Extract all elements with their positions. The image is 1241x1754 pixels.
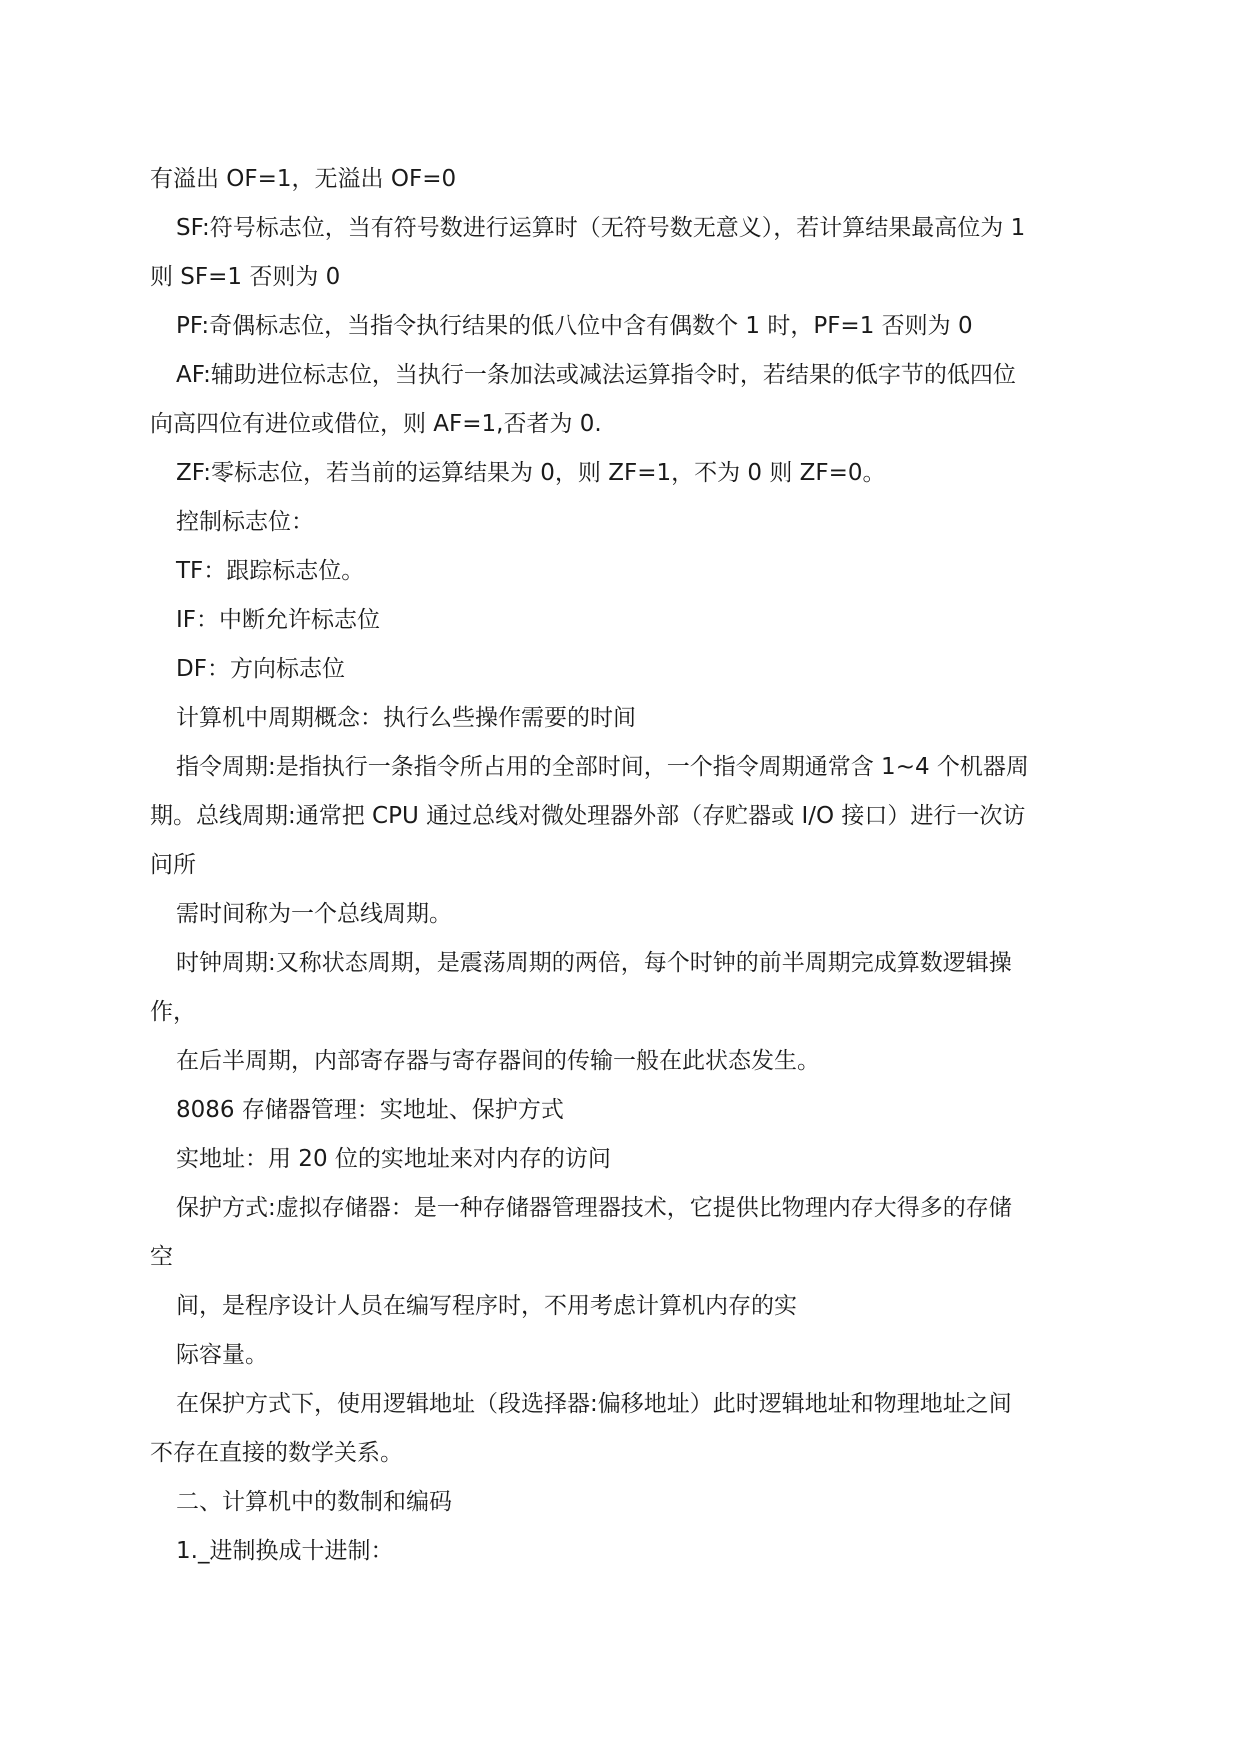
text-line: 实地址：用 20 位的实地址来对内存的访问 <box>176 1146 611 1172</box>
text-line: DF：方向标志位 <box>176 656 345 682</box>
text-line: 则 SF=1 否则为 0 <box>150 264 341 290</box>
text-line: 间，是程序设计人员在编写程序时，不用考虑计算机内存的实 <box>176 1293 797 1319</box>
text-line: PF:奇偶标志位，当指令执行结果的低八位中含有偶数个 1 时，PF=1 否则为 0 <box>176 313 973 339</box>
text-line: 期。总线周期:通常把 CPU 通过总线对微处理器外部（存贮器或 I/O 接口）进行一次访 <box>150 803 1026 829</box>
subsection-heading: 1._进制换成十进制： <box>176 1538 394 1564</box>
text-line: 控制标志位： <box>176 509 314 535</box>
text-line: 作， <box>150 999 196 1025</box>
text-line: TF：跟踪标志位。 <box>176 558 365 584</box>
text-line: 空 <box>150 1244 173 1270</box>
text-line: 计算机中周期概念：执行么些操作需要的时间 <box>176 705 636 731</box>
text-line: 在保护方式下，使用逻辑地址（段选择器:偏移地址）此时逻辑地址和物理地址之间 <box>176 1391 1012 1417</box>
text-line: 8086 存储器管理：实地址、保护方式 <box>176 1097 564 1123</box>
text-line: SF:符号标志位，当有符号数进行运算时（无符号数无意义），若计算结果最高位为 1 <box>176 215 1026 241</box>
text-line: 时钟周期:又称状态周期，是震荡周期的两倍，每个时钟的前半周期完成算数逻辑操 <box>176 950 1012 976</box>
text-line: 有溢出 OF=1，无溢出 OF=0 <box>150 166 457 192</box>
text-line: 保护方式:虚拟存储器：是一种存储器管理器技术，它提供比物理内存大得多的存储 <box>176 1195 1012 1221</box>
text-line: ZF:零标志位，若当前的运算结果为 0，则 ZF=1，不为 0 则 ZF=0。 <box>176 460 886 486</box>
text-line: IF：中断允许标志位 <box>176 607 381 633</box>
text-line: 需时间称为一个总线周期。 <box>176 901 452 927</box>
text-line: 不存在直接的数学关系。 <box>150 1440 403 1466</box>
document-body <box>150 155 1096 1576</box>
text-line: 际容量。 <box>176 1342 268 1368</box>
text-line: 向高四位有进位或借位，则 AF=1,否者为 0. <box>150 411 602 437</box>
text-line: 在后半周期，内部寄存器与寄存器间的传输一般在此状态发生。 <box>176 1048 820 1074</box>
text-line: 指令周期:是指执行一条指令所占用的全部时间，一个指令周期通常含 1~4 个机器周 <box>176 754 1029 780</box>
text-line: 问所 <box>150 852 196 878</box>
section-heading: 二、计算机中的数制和编码 <box>176 1489 452 1515</box>
text-line: AF:辅助进位标志位，当执行一条加法或减法运算指令时，若结果的低字节的低四位 <box>176 362 1016 388</box>
